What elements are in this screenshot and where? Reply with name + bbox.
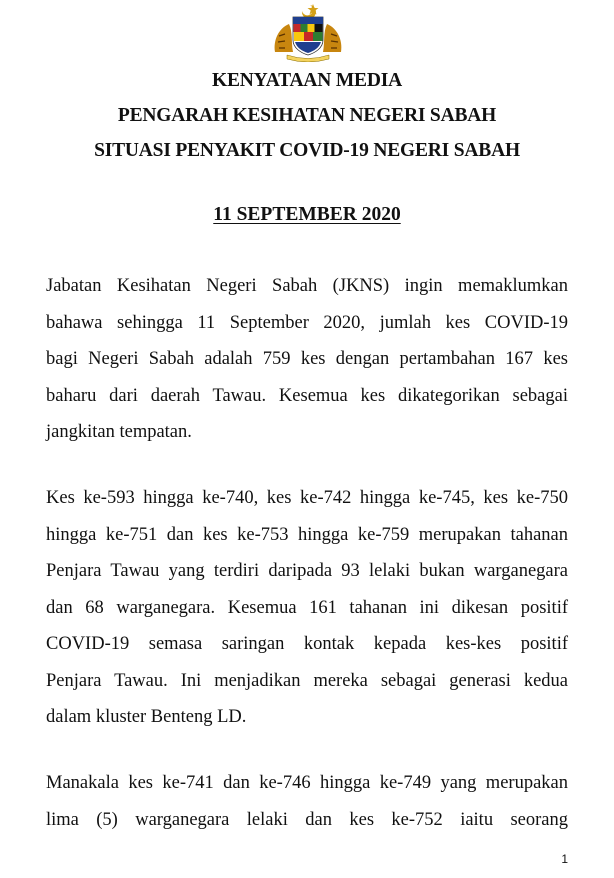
paragraph-line: Penjara Tawau yang terdiri daripada 93 lelaki bukan warganegara bbox=[46, 561, 568, 581]
paragraph-line: Jabatan Kesihatan Negeri Sabah (JKNS) ingin memaklumkan bbox=[46, 276, 568, 296]
coat-of-arms-icon bbox=[269, 2, 347, 62]
document-topic: SITUASI PENYAKIT COVID-19 NEGERI SABAH bbox=[94, 140, 520, 161]
paragraph-line: Penjara Tawau. Ini menjadikan mereka sebagai generasi kedua bbox=[46, 670, 568, 691]
paragraph-line: Manakala kes ke-741 dan ke-746 hingga ke-749 yang merupakan bbox=[46, 773, 568, 793]
paragraph-3 bbox=[46, 765, 568, 838]
paragraph-line: hingga ke-751 dan kes ke-753 hingga ke-759 merupakan tahanan bbox=[46, 524, 568, 545]
paragraph-line: dan 68 warganegara. Kesemua 161 tahanan ini dikesan positif bbox=[46, 597, 568, 618]
paragraph-line: baharu dari daerah Tawau. Kesemua kes dikategorikan sebagai bbox=[46, 385, 568, 406]
paragraph-line: Kes ke-593 hingga ke-740, kes ke-742 hingga ke-745, kes ke-750 bbox=[46, 488, 568, 508]
document-subtitle: PENGARAH KESIHATAN NEGERI SABAH bbox=[117, 105, 497, 126]
paragraph-line: lima (5) warganegara lelaki dan kes ke-752 iaitu seorang bbox=[46, 809, 568, 830]
paragraph-line: COVID-19 semasa saringan kontak kepada kes-kes positif bbox=[46, 634, 568, 654]
paragraph-line: jangkitan tempatan. bbox=[46, 422, 192, 442]
paragraph-line: bagi Negeri Sabah adalah 759 kes dengan pertambahan 167 kes bbox=[46, 349, 568, 369]
paragraph-1 bbox=[46, 268, 568, 451]
paragraph-line: bahawa sehingga 11 September 2020, jumlah kes COVID-19 bbox=[46, 312, 568, 333]
paragraph-2 bbox=[46, 480, 568, 736]
paragraph-line: dalam kluster Benteng LD. bbox=[46, 707, 247, 727]
document-date: 11 SEPTEMBER 2020 bbox=[213, 204, 401, 225]
document-title: KENYATAAN MEDIA bbox=[211, 70, 403, 91]
page-number: 1 bbox=[561, 852, 568, 866]
